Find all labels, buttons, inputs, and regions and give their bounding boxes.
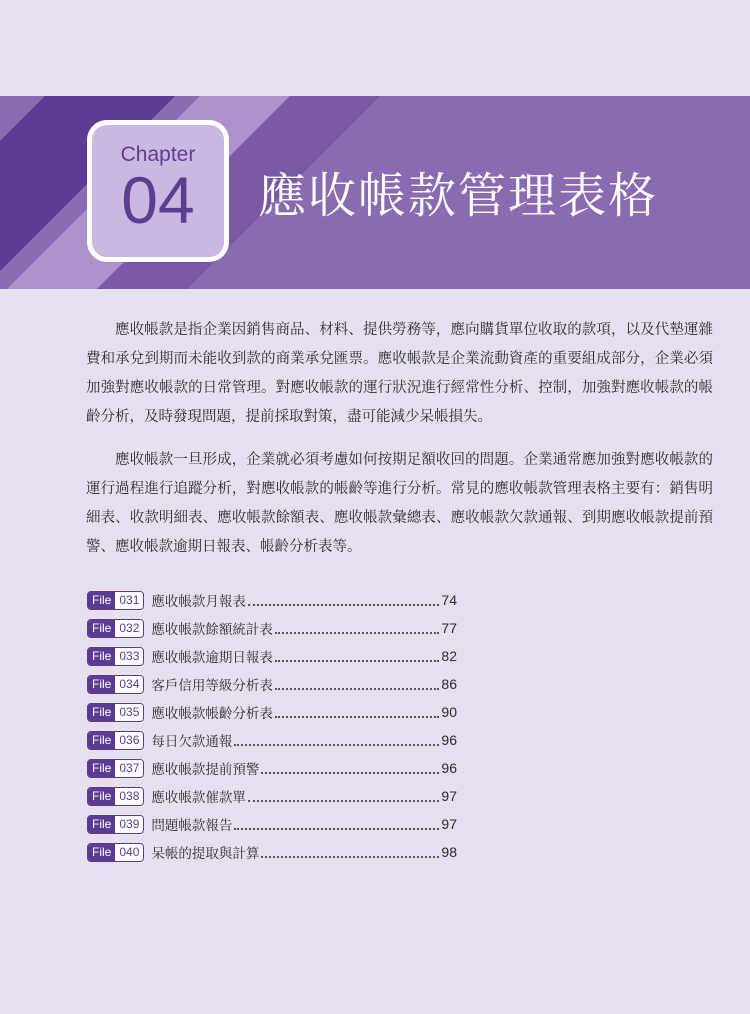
file-badge: [87, 815, 144, 834]
toc-page-number: 82: [441, 648, 457, 664]
toc-entry[interactable]: [87, 642, 457, 670]
file-badge-number: 036: [115, 732, 143, 749]
file-badge-label: File: [88, 648, 115, 665]
file-badge-label: File: [88, 704, 115, 721]
toc-entry-title: 應收帳款催款單: [151, 790, 246, 806]
toc-leader-dots: [275, 704, 440, 718]
toc-entry-title: 應收帳款帳齡分析表: [151, 706, 273, 722]
toc-entry-title: 每日欠款通報: [151, 734, 233, 750]
file-badge-number: 033: [115, 648, 143, 665]
file-badge-label: File: [88, 676, 115, 693]
toc-leader-dots: [261, 844, 439, 858]
file-badge: [87, 675, 144, 694]
toc-page-number: 97: [441, 788, 457, 804]
table-of-contents: [87, 586, 457, 866]
file-badge-label: File: [88, 816, 115, 833]
toc-entry[interactable]: [87, 754, 457, 782]
file-badge: [87, 843, 144, 862]
file-badge-number: 031: [115, 592, 143, 609]
toc-leader-dots: [261, 760, 439, 774]
file-badge: [87, 731, 144, 750]
chapter-number-box: [87, 120, 229, 262]
file-badge-number: 038: [115, 788, 143, 805]
file-badge-number: 037: [115, 760, 143, 777]
file-badge: [87, 591, 144, 610]
file-badge-label: File: [88, 592, 115, 609]
file-badge-number: 034: [115, 676, 143, 693]
intro-text: [86, 316, 713, 576]
toc-leader-dots: [234, 816, 439, 830]
file-badge: [87, 759, 144, 778]
toc-leader-dots: [275, 648, 440, 662]
toc-entry[interactable]: [87, 782, 457, 810]
toc-page-number: 96: [441, 732, 457, 748]
toc-entry-title: 客戶信用等級分析表: [151, 678, 273, 694]
toc-entry-title: 應收帳款提前預警: [151, 762, 260, 778]
file-badge-label: File: [88, 620, 115, 637]
toc-entry[interactable]: [87, 614, 457, 642]
toc-page-number: 97: [441, 816, 457, 832]
toc-entry[interactable]: [87, 726, 457, 754]
intro-paragraph: 應收帳款一旦形成，企業就必須考慮如何按期足額收回的問題。企業通常應加強對應收帳款的運行過程進行追蹤分析，對應收帳款的帳齡等進行分析。常見的應收帳款管理表格主要有：銷售明細表、收款明細表、應收帳款餘額表、應收帳款彙總表、應收帳款欠款通報、到期應收帳款提前預警、應收帳款逾期日報表、帳齡分析表等。: [86, 452, 713, 555]
file-badge-number: 040: [115, 844, 143, 861]
intro-paragraph: 應收帳款是指企業因銷售商品、材料、提供勞務等，應向購貨單位收取的款項，以及代墊運雜費和承兌到期而未能收到款的商業承兌匯票。應收帳款是企業流動資產的重要組成部分，企業必須加強對應收帳款的日常管理。對應收帳款的運行狀況進行經常性分析、控制，加強對應收帳款的帳齡分析，及時發現問題，提前採取對策，盡可能減少呆帳損失。: [86, 322, 713, 425]
chapter-title: 應收帳款管理表格: [258, 168, 659, 224]
toc-leader-dots: [234, 732, 439, 746]
toc-entry-title: 呆帳的提取與計算: [151, 846, 260, 862]
toc-entry-title: 問題帳款報告: [151, 818, 233, 834]
file-badge: [87, 647, 144, 666]
toc-leader-dots: [275, 676, 440, 690]
file-badge-label: File: [88, 760, 115, 777]
chapter-number: 04: [121, 163, 195, 237]
toc-entry[interactable]: [87, 838, 457, 866]
toc-entry[interactable]: [87, 670, 457, 698]
toc-page-number: 86: [441, 676, 457, 692]
file-badge-number: 039: [115, 816, 143, 833]
toc-entry-title: 應收帳款月報表: [151, 594, 246, 610]
toc-page-number: 96: [441, 760, 457, 776]
file-badge-label: File: [88, 788, 115, 805]
toc-entry[interactable]: [87, 698, 457, 726]
toc-page-number: 90: [441, 704, 457, 720]
chapter-label: Chapter: [120, 143, 196, 166]
toc-entry-title: 應收帳款逾期日報表: [151, 650, 273, 666]
toc-leader-dots: [248, 788, 440, 802]
file-badge-number: 035: [115, 704, 143, 721]
file-badge-label: File: [88, 732, 115, 749]
toc-entry-title: 應收帳款餘額統計表: [151, 622, 273, 638]
file-badge: [87, 619, 144, 638]
toc-leader-dots: [248, 592, 440, 606]
toc-entry[interactable]: [87, 810, 457, 838]
toc-page-number: 77: [441, 620, 457, 636]
file-badge-number: 032: [115, 620, 143, 637]
file-badge: [87, 787, 144, 806]
toc-entry[interactable]: [87, 586, 457, 614]
file-badge-label: File: [88, 844, 115, 861]
toc-page-number: 74: [441, 592, 457, 608]
toc-page-number: 98: [441, 844, 457, 860]
toc-leader-dots: [275, 620, 440, 634]
file-badge: [87, 703, 144, 722]
